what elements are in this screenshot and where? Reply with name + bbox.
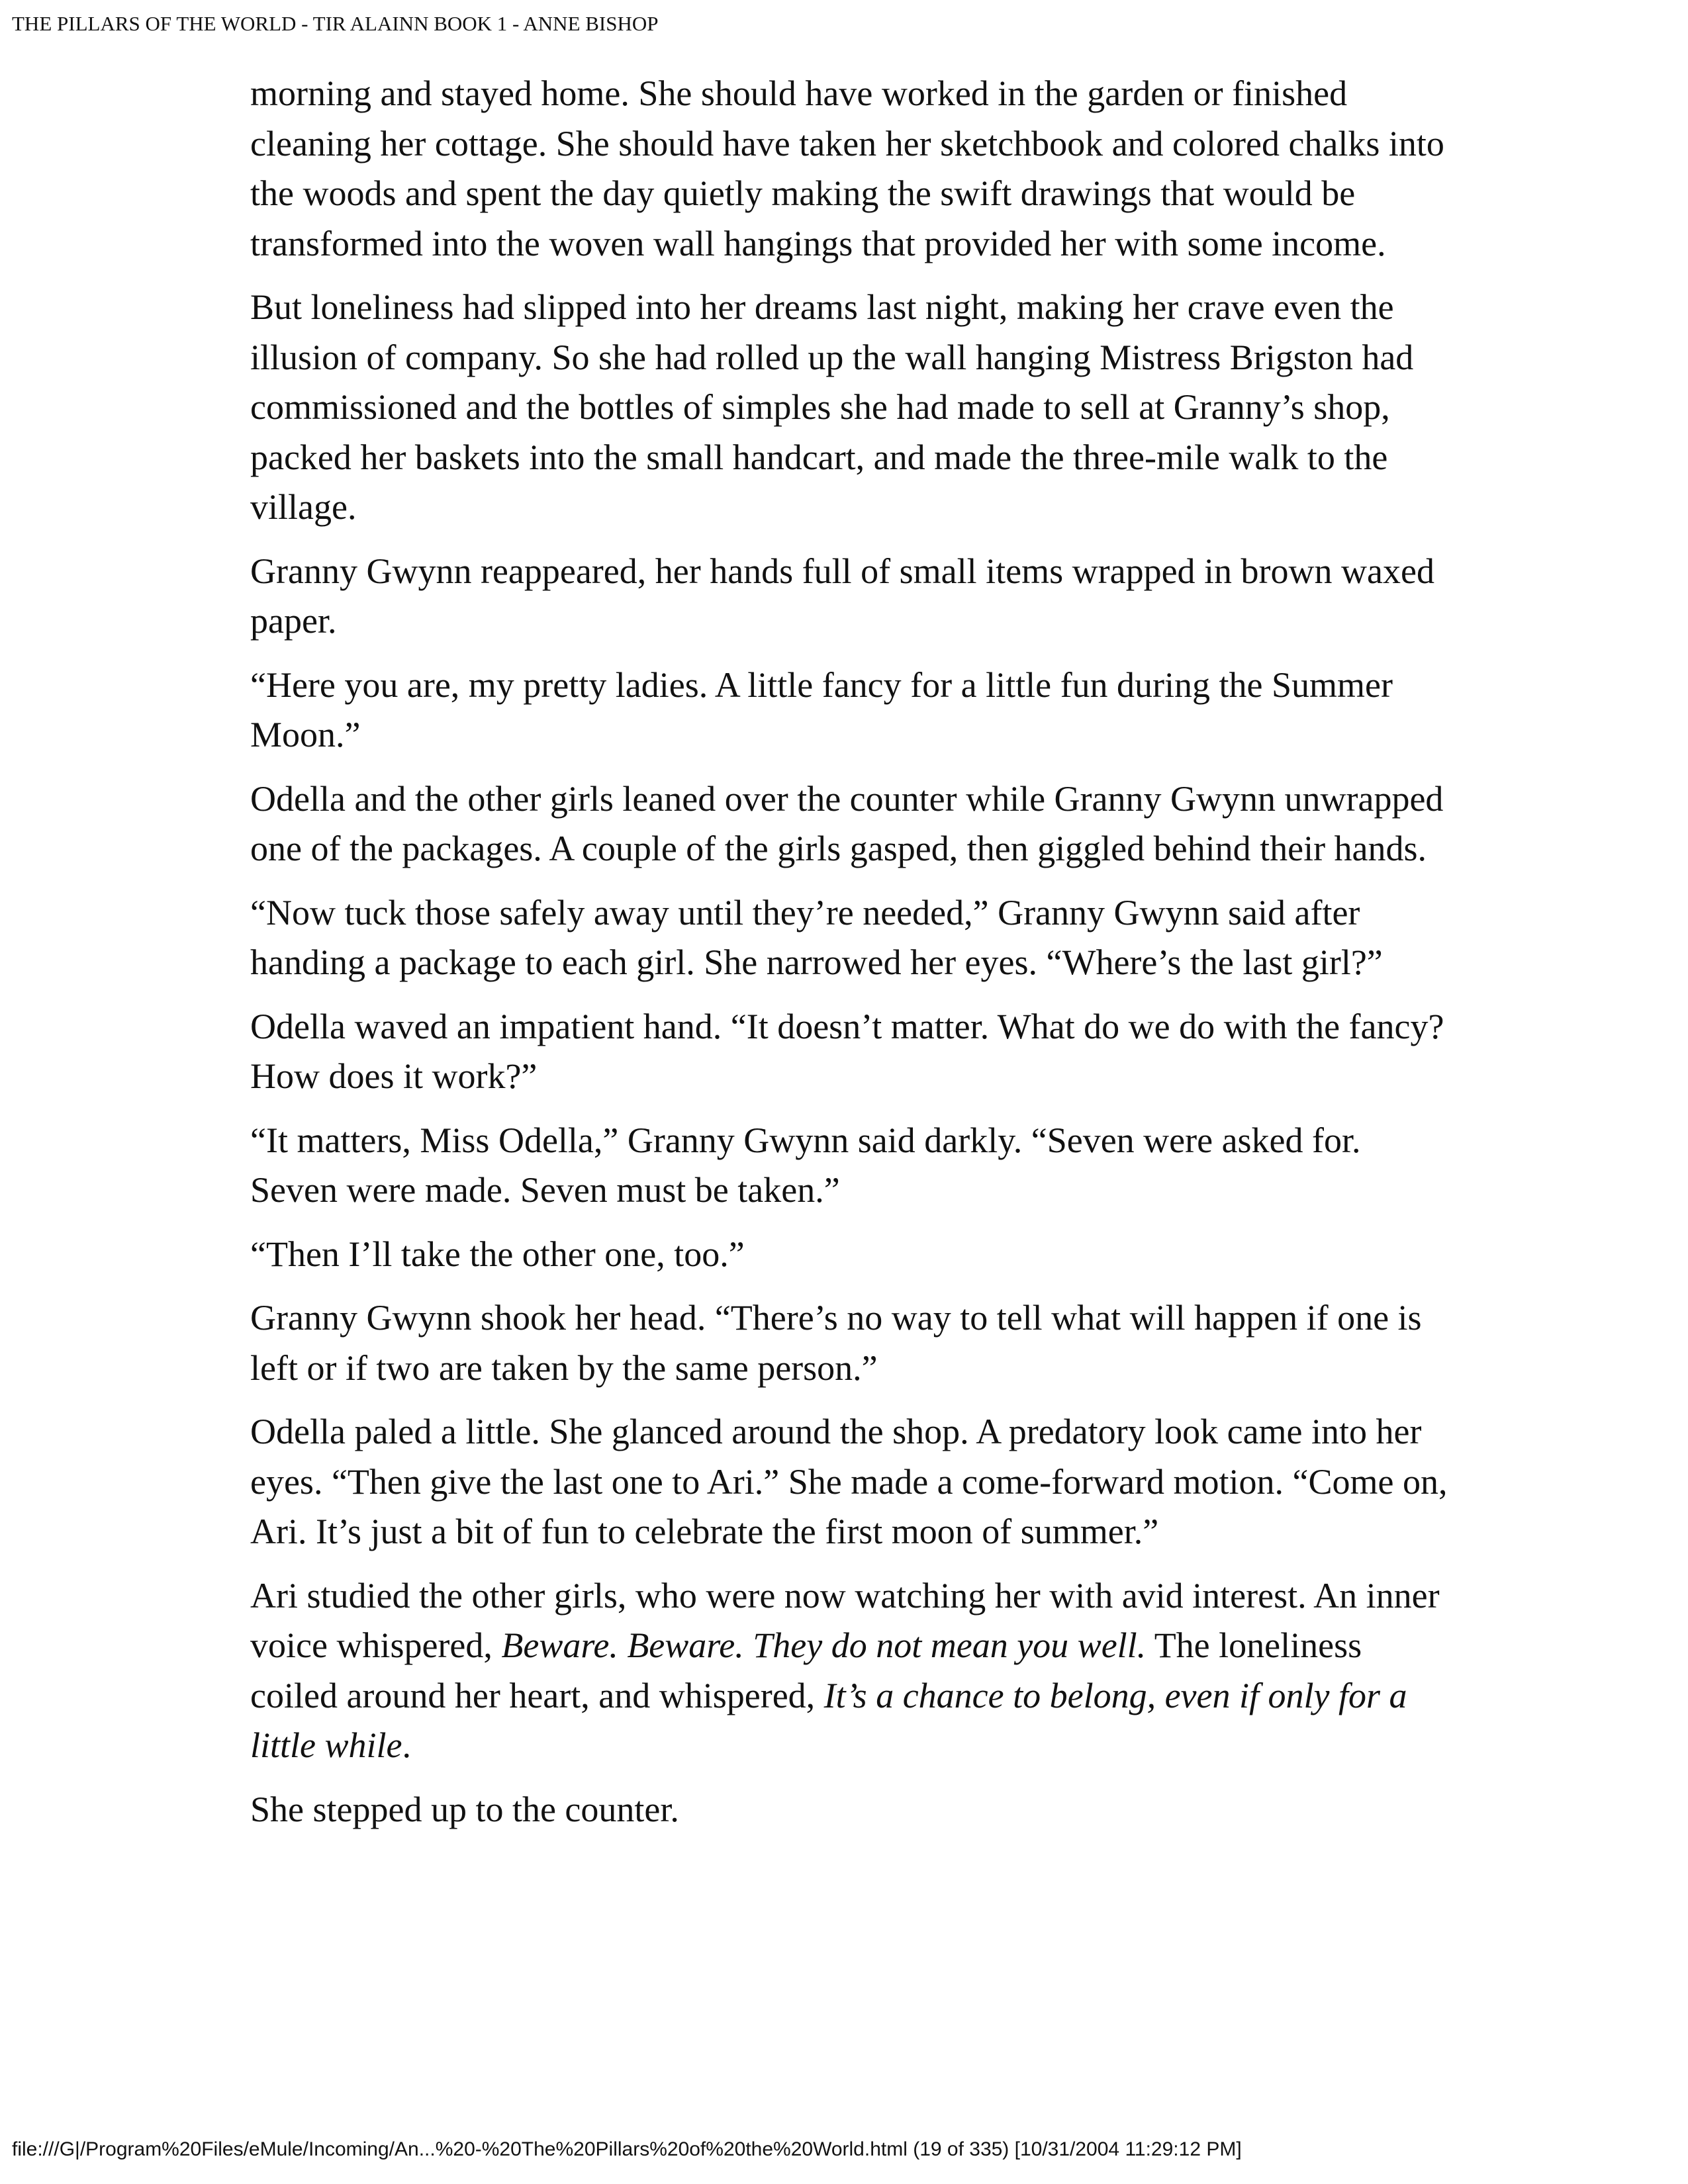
paragraph: “Here you are, my pretty ladies. A little fancy for a little fun during the Summer Moon.”: [250, 664, 1393, 754]
paragraph: But loneliness had slipped into her dreams last night, making her crave even the illusion of company. So she had rolled up the wall hanging Mistress Brigston had commissioned and the bottles of simples she had made to sell at Granny’s shop, packed her baskets into the small handcart, and made the three-mile walk to the village.: [250, 287, 1414, 527]
paragraph: “It matters, Miss Odella,” Granny Gwynn said darkly. “Seven were asked for. Seven were made. Seven must be taken.”: [250, 1120, 1361, 1210]
paragraph: morning and stayed home. She should have worked in the garden or finished cleaning her cottage. She should have taken her sketchbook and colored chalks into the woods and spent the day quietly making the swift drawings that would be transformed into the woven wall hangings that provided her with some income.: [250, 73, 1444, 263]
running-header: THE PILLARS OF THE WORLD - TIR ALAINN BOOK 1 - ANNE BISHOP: [12, 12, 659, 35]
paragraph-text: The loneliness coiled around her heart, and whispered,: [250, 1625, 1362, 1715]
paragraph-text: Ari studied the other girls, who were now watching her with avid interest. An inner voice whispered,: [250, 1575, 1440, 1665]
paragraph: Granny Gwynn reappeared, her hands full of small items wrapped in brown waxed paper.: [250, 551, 1434, 641]
paragraph: She stepped up to the counter.: [250, 1789, 679, 1829]
paragraph: “Now tuck those safely away until they’re needed,” Granny Gwynn said after handing a package to each girl. She narrowed her eyes. “Where’s the last girl?”: [250, 892, 1383, 982]
paragraph-with-italics: [250, 1571, 1455, 1771]
paragraph: Granny Gwynn shook her head. “There’s no way to tell what will happen if one is left or if two are taken by the same person.”: [250, 1298, 1422, 1388]
file-path-footer: file:///G|/Program%20Files/eMule/Incoming/An...%20-%20The%20Pillars%20of%20the%20World.html (19 of 335) [10/31/2004 11:29:12 PM]: [12, 2138, 1242, 2160]
paragraph: “Then I’ll take the other one, too.”: [250, 1234, 745, 1274]
italic-thought: Beware. Beware. They do not mean you well.: [501, 1625, 1147, 1665]
book-text: [250, 69, 1455, 1848]
paragraph-text: .: [402, 1725, 411, 1765]
italic-thought: It’s a chance to belong, even if only for a little while: [250, 1675, 1407, 1765]
paragraph: Odella waved an impatient hand. “It doesn’t matter. What do we do with the fancy? How does it work?”: [250, 1006, 1444, 1096]
paragraph: Odella and the other girls leaned over the counter while Granny Gwynn unwrapped one of the packages. A couple of the girls gasped, then giggled behind their hands.: [250, 778, 1444, 868]
paragraph: Odella paled a little. She glanced around the shop. A predatory look came into her eyes. “Then give the last one to Ari.” She made a come-forward motion. “Come on, Ari. It’s just a bit of fun to celebrate the first moon of summer.”: [250, 1412, 1448, 1551]
